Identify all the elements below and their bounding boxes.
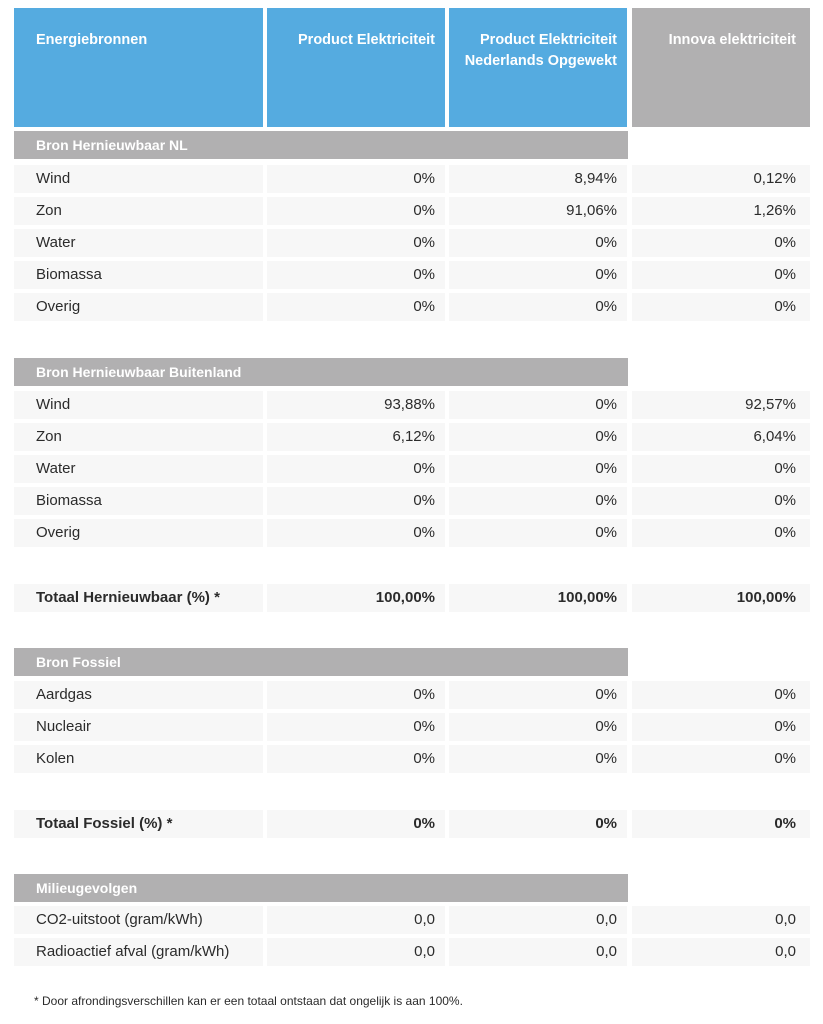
row-value-product: 0%: [267, 261, 445, 289]
row-value-product: 0,0: [267, 938, 445, 966]
row-label: Radioactief afval (gram/kWh): [14, 938, 263, 966]
row-value-product-nl: 91,06%: [449, 197, 627, 225]
row-label: Totaal Fossiel (%) *: [14, 810, 263, 838]
section-header-renewable-foreign: Bron Hernieuwbaar Buitenland: [14, 358, 628, 386]
row-value-product: 93,88%: [267, 391, 445, 419]
row-value-innova: 0%: [632, 681, 810, 709]
table-row: [14, 423, 810, 451]
row-value-innova: 0,0: [632, 906, 810, 934]
table-row: [14, 906, 810, 934]
row-label: Kolen: [14, 745, 263, 773]
row-value-product-nl: 0%: [449, 519, 627, 547]
row-label: Totaal Hernieuwbaar (%) *: [14, 584, 263, 612]
row-value-product: 0%: [267, 229, 445, 257]
row-label: Biomassa: [14, 261, 263, 289]
table-row: [14, 487, 810, 515]
row-label: Zon: [14, 423, 263, 451]
section-header-fossil: Bron Fossiel: [14, 648, 628, 676]
row-value-innova: 0%: [632, 455, 810, 483]
row-value-product-nl: 0%: [449, 293, 627, 321]
row-value-product-nl: 0,0: [449, 938, 627, 966]
row-value-product: 0,0: [267, 906, 445, 934]
row-value-product: 0%: [267, 197, 445, 225]
table-row: [14, 938, 810, 966]
header-innova-electricity: Innova elektriciteit: [632, 8, 810, 127]
row-label: Nucleair: [14, 713, 263, 741]
section-header-environment: Milieugevolgen: [14, 874, 628, 902]
row-value-product: 0%: [267, 713, 445, 741]
row-value-innova: 0,0: [632, 938, 810, 966]
row-value-product: 0%: [267, 519, 445, 547]
row-value-product: 0%: [267, 293, 445, 321]
row-value-product: 0%: [267, 455, 445, 483]
row-value-product-nl: 0,0: [449, 906, 627, 934]
table-row: [14, 197, 810, 225]
row-value-innova: 0%: [632, 519, 810, 547]
table-row: [14, 293, 810, 321]
row-value-innova: 92,57%: [632, 391, 810, 419]
table-row: [14, 261, 810, 289]
row-value-product-nl: 0%: [449, 810, 627, 838]
row-label: Wind: [14, 391, 263, 419]
row-value-innova: 0%: [632, 261, 810, 289]
header-product-electricity: Product Elektriciteit: [267, 8, 445, 127]
row-label: Biomassa: [14, 487, 263, 515]
row-value-innova: 1,26%: [632, 197, 810, 225]
table-row: [14, 713, 810, 741]
total-renewable-row: [14, 584, 810, 612]
row-value-product-nl: 0%: [449, 713, 627, 741]
row-label: Wind: [14, 165, 263, 193]
row-value-product-nl: 0%: [449, 229, 627, 257]
row-label: Water: [14, 229, 263, 257]
table-row: [14, 229, 810, 257]
row-value-product: 0%: [267, 487, 445, 515]
row-value-innova: 0%: [632, 810, 810, 838]
row-value-product-nl: 0%: [449, 455, 627, 483]
row-label: Aardgas: [14, 681, 263, 709]
footnote: * Door afrondingsverschillen kan er een totaal ontstaan dat ongelijk is aan 100%.: [34, 994, 463, 1008]
table-row: [14, 681, 810, 709]
row-value-product: 0%: [267, 745, 445, 773]
row-value-product-nl: 0%: [449, 681, 627, 709]
table-row: [14, 745, 810, 773]
row-label: CO2-uitstoot (gram/kWh): [14, 906, 263, 934]
row-value-product-nl: 0%: [449, 423, 627, 451]
section-header-renewable-nl: Bron Hernieuwbaar NL: [14, 131, 628, 159]
row-label: Overig: [14, 519, 263, 547]
table-row: [14, 455, 810, 483]
row-value-product-nl: 0%: [449, 487, 627, 515]
row-value-product: 100,00%: [267, 584, 445, 612]
row-label: Zon: [14, 197, 263, 225]
row-value-innova: 0%: [632, 745, 810, 773]
row-value-product: 0%: [267, 681, 445, 709]
row-value-innova: 0%: [632, 487, 810, 515]
total-fossil-row: [14, 810, 810, 838]
row-value-product-nl: 8,94%: [449, 165, 627, 193]
table-row: [14, 519, 810, 547]
row-value-innova: 100,00%: [632, 584, 810, 612]
row-value-product-nl: 0%: [449, 261, 627, 289]
row-value-product: 0%: [267, 810, 445, 838]
row-value-innova: 0,12%: [632, 165, 810, 193]
row-value-innova: 0%: [632, 713, 810, 741]
row-value-innova: 6,04%: [632, 423, 810, 451]
table-row: [14, 165, 810, 193]
row-value-product-nl: 0%: [449, 745, 627, 773]
header-product-electricity-nl: Product Elektriciteit Nederlands Opgewekt: [449, 8, 627, 127]
row-value-product: 0%: [267, 165, 445, 193]
row-label: Water: [14, 455, 263, 483]
row-value-product-nl: 100,00%: [449, 584, 627, 612]
row-value-product: 6,12%: [267, 423, 445, 451]
table-row: [14, 391, 810, 419]
row-value-innova: 0%: [632, 293, 810, 321]
row-value-product-nl: 0%: [449, 391, 627, 419]
row-value-innova: 0%: [632, 229, 810, 257]
table-header: [14, 8, 810, 127]
row-label: Overig: [14, 293, 263, 321]
header-energy-sources: Energiebronnen: [14, 8, 263, 127]
